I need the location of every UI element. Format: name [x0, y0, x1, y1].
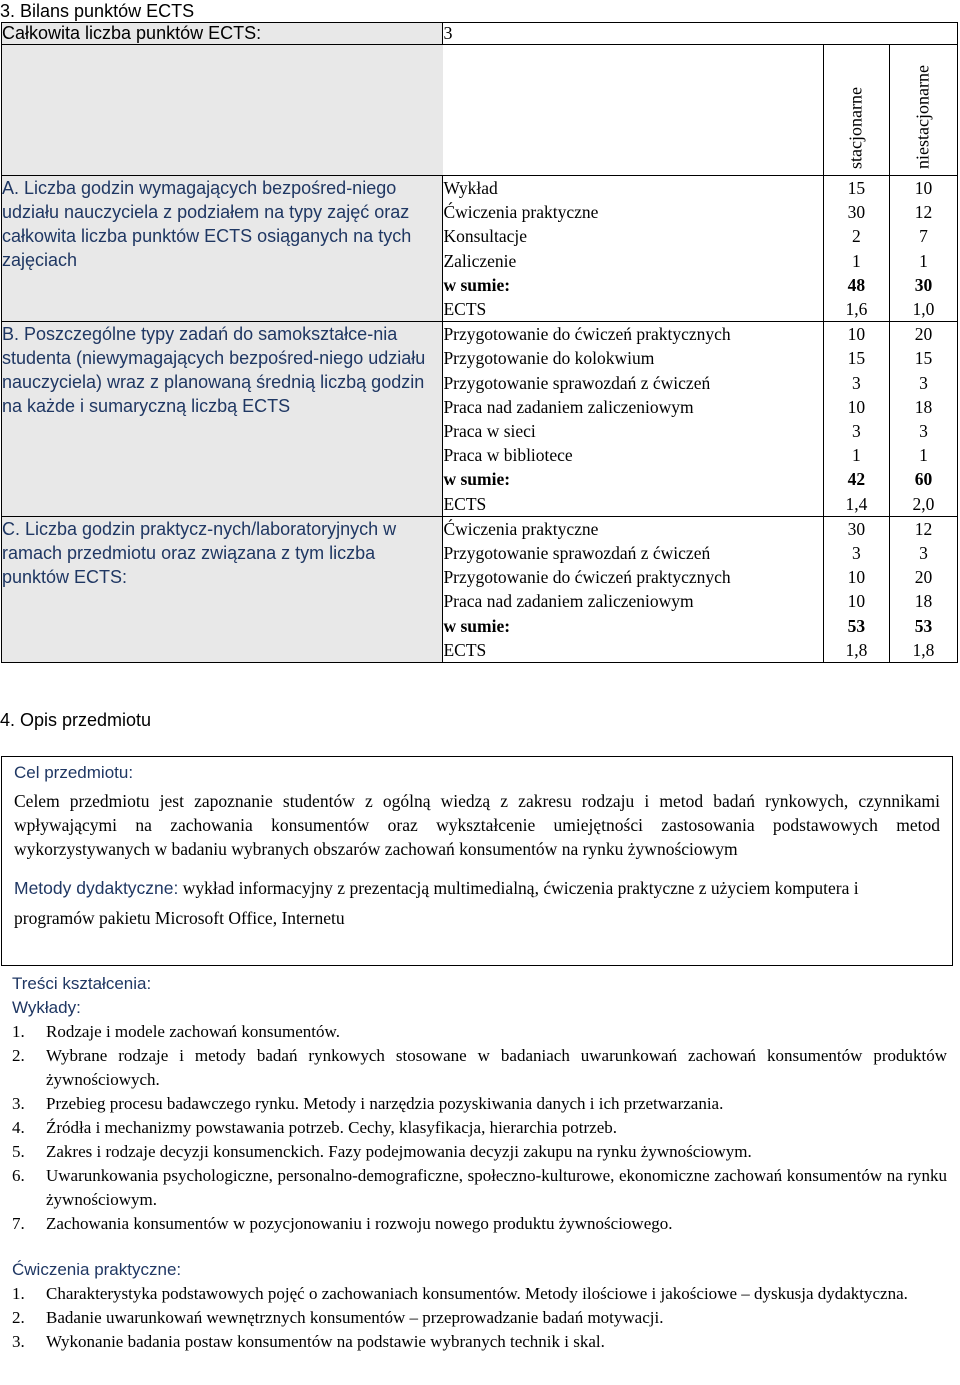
- item-number: 4.: [12, 1118, 25, 1137]
- value-niestacjonarne: 18: [914, 396, 933, 417]
- row-label: Praca nad zadaniem zaliczeniowym: [443, 396, 694, 417]
- row-label: Przygotowanie sprawozdań z ćwiczeń: [443, 372, 711, 393]
- item-number: 5.: [12, 1142, 25, 1161]
- row-label: Zaliczenie: [443, 250, 517, 271]
- row-label: Przygotowanie do ćwiczeń praktycznych: [443, 567, 731, 588]
- value-stacjonarne: 2: [852, 226, 861, 247]
- item-number: 7.: [12, 1214, 25, 1233]
- value-niestacjonarne: 3: [919, 421, 928, 442]
- list-item: [12, 1306, 947, 1330]
- value-niestacjonarne: 60: [914, 469, 933, 490]
- col-header-niestacjonarne: niestacjonarne: [889, 45, 957, 176]
- lectures-list: [12, 1020, 947, 1236]
- item-text: Zakres i rodzaje decyzji konsumenckich. Fazy podejmowania decyzji zakupu na rynku żywnościowym.: [46, 1142, 752, 1161]
- value-niestacjonarne: 2,0: [912, 493, 935, 514]
- item-text: Badanie uwarunkowań wewnętrznych konsumentów – przeprowadzanie badań motywacji.: [46, 1308, 664, 1327]
- item-text: Wykonanie badania postaw konsumentów na podstawie wybranych technik i skal.: [46, 1332, 605, 1351]
- value-stacjonarne: 53: [847, 615, 866, 636]
- value-niestacjonarne: 1,0: [912, 299, 935, 320]
- value-stacjonarne: 10: [847, 567, 866, 588]
- value-stacjonarne: 48: [847, 274, 866, 295]
- value-niestacjonarne: 12: [914, 202, 933, 223]
- methods-text: wykład informacyjny z prezentacją multimedialną, ćwiczenia praktyczne z użyciem komputera i programów pakietu Microsoft Office, Internetu: [14, 878, 859, 928]
- list-item: [12, 1044, 947, 1092]
- section-3-title: 3. Bilans punktów ECTS: [0, 1, 195, 21]
- block-a-niestacjonarne: [889, 176, 957, 322]
- block-c-items: [443, 516, 823, 662]
- value-niestacjonarne: 1,8: [912, 639, 935, 660]
- course-content: [12, 972, 947, 1354]
- item-text: Źródła i mechanizmy powstawania potrzeb. Cechy, klasyfikacja, hierarchia potrzeb.: [46, 1118, 617, 1137]
- block-a-label: A. Liczba godzin wymagających bezpośred-niego udziału nauczyciela z podziałem na typy zajęć oraz całkowita liczba punktów ECTS osiąganych na tych zajęciach: [2, 176, 443, 322]
- value-niestacjonarne: 53: [914, 615, 933, 636]
- value-niestacjonarne: 30: [914, 274, 933, 295]
- header-blank: [2, 45, 443, 176]
- block-a: [2, 176, 958, 322]
- block-b-label: B. Poszczególne typy zadań do samokształce-nia studenta (niewymagających bezpośred-niego udziału nauczyciela) wraz z planowaną średnią liczbą godzin na każde i sumaryczną liczbą ECTS: [2, 322, 443, 517]
- goal-label: Cel przedmiotu:: [14, 763, 134, 782]
- methods: [14, 873, 940, 933]
- header-row: [2, 45, 958, 176]
- list-item: [12, 1212, 947, 1236]
- item-text: Przebieg procesu badawczego rynku. Metody i narzędzia pozyskiwania danych i ich przetwarzania.: [46, 1094, 724, 1113]
- value-stacjonarne: 30: [847, 202, 866, 223]
- value-niestacjonarne: 3: [919, 543, 928, 564]
- list-item: [12, 1020, 947, 1044]
- block-b-items: [443, 322, 823, 517]
- row-label: Wykład: [443, 178, 498, 198]
- value-stacjonarne: 1,4: [845, 493, 868, 514]
- block-b-niestacjonarne: [889, 322, 957, 517]
- block-c-niestacjonarne: [889, 516, 957, 662]
- row-label: ECTS: [443, 639, 487, 660]
- value-stacjonarne: 3: [852, 421, 861, 442]
- value-niestacjonarne: 18: [914, 591, 933, 612]
- row-label: Praca w bibliotece: [443, 445, 573, 466]
- value-stacjonarne: 1,8: [845, 639, 868, 660]
- block-b: [2, 322, 958, 517]
- item-number: 3.: [12, 1332, 25, 1351]
- row-label: Ćwiczenia praktyczne: [443, 202, 599, 223]
- item-number: 3.: [12, 1094, 25, 1113]
- value-niestacjonarne: 12: [914, 518, 933, 539]
- value-stacjonarne: 10: [847, 324, 866, 345]
- row-label: w sumie:: [443, 469, 511, 490]
- total-label: Całkowita liczba punktów ECTS:: [2, 23, 443, 45]
- block-c-stacjonarne: [823, 516, 889, 662]
- list-item: [12, 1092, 947, 1116]
- block-c: [2, 516, 958, 662]
- total-row: [2, 23, 958, 45]
- section-4-title: 4. Opis przedmiotu: [0, 710, 152, 730]
- row-label: Ćwiczenia praktyczne: [443, 518, 599, 539]
- value-stacjonarne: 3: [852, 543, 861, 564]
- exercises-label: Ćwiczenia praktyczne:: [12, 1260, 182, 1279]
- value-niestacjonarne: 7: [919, 226, 928, 247]
- list-item: [12, 1330, 947, 1354]
- value-stacjonarne: 15: [847, 178, 866, 198]
- value-stacjonarne: 1,6: [845, 299, 868, 320]
- goal-text: Celem przedmiotu jest zapoznanie studentów z ogólną wiedzą z zakresu rodzaju i metod badań rynkowych, czynnikami wpływającymi na zachowania konsumentów oraz wykształcenie umiejętności zastosowania podstawowych metod wykorzystywanych w badaniu wybranych obszarów zachowań konsumentów na rynku żywnościowym: [14, 791, 940, 859]
- lectures-label: Wykłady:: [12, 998, 81, 1017]
- item-number: 6.: [12, 1166, 25, 1185]
- value-niestacjonarne: 20: [914, 567, 933, 588]
- course-description-box: [1, 756, 953, 966]
- value-stacjonarne: 42: [847, 469, 866, 490]
- value-niestacjonarne: 15: [914, 348, 933, 369]
- row-label: ECTS: [443, 493, 487, 514]
- value-niestacjonarne: 1: [919, 445, 928, 466]
- value-stacjonarne: 1: [852, 250, 861, 271]
- value-stacjonarne: 30: [847, 518, 866, 539]
- list-item: [12, 1116, 947, 1140]
- block-a-stacjonarne: [823, 176, 889, 322]
- ects-balance-table: [1, 22, 958, 663]
- row-label: Konsultacje: [443, 226, 528, 247]
- content-label: Treści kształcenia:: [12, 974, 152, 993]
- block-b-stacjonarne: [823, 322, 889, 517]
- total-spacer: [823, 23, 889, 45]
- list-item: [12, 1140, 947, 1164]
- value-niestacjonarne: 10: [914, 178, 933, 198]
- value-niestacjonarne: 3: [919, 372, 928, 393]
- item-number: 2.: [12, 1308, 25, 1327]
- list-item: [12, 1282, 947, 1306]
- row-label: w sumie:: [443, 274, 511, 295]
- row-label: Przygotowanie do ćwiczeń praktycznych: [443, 324, 731, 345]
- col-header-stacjonarne: stacjonarne: [823, 45, 889, 176]
- row-label: Przygotowanie sprawozdań z ćwiczeń: [443, 543, 711, 564]
- item-text: Uwarunkowania psychologiczne, personalno-demograficzne, społeczno-kulturowe, ekonomiczne zachowań konsumentów na rynku żywnościowym.: [46, 1166, 947, 1209]
- value-niestacjonarne: 20: [914, 324, 933, 345]
- row-label: w sumie:: [443, 615, 511, 636]
- value-stacjonarne: 15: [847, 348, 866, 369]
- row-label: Praca nad zadaniem zaliczeniowym: [443, 591, 694, 612]
- block-c-label: C. Liczba godzin praktycz-nych/laboratoryjnych w ramach przedmiotu oraz związana z tym liczba punktów ECTS:: [2, 516, 443, 662]
- item-text: Rodzaje i modele zachowań konsumentów.: [46, 1022, 340, 1041]
- item-number: 1.: [12, 1284, 25, 1303]
- value-stacjonarne: 10: [847, 396, 866, 417]
- total-spacer-2: [889, 23, 957, 45]
- value-niestacjonarne: 1: [919, 250, 928, 271]
- item-text: Wybrane rodzaje i metody badań rynkowych stosowane w badaniach uwarunkowań zachowań konsumentów produktów żywnościowych.: [46, 1046, 947, 1089]
- exercises-list: [12, 1282, 947, 1354]
- methods-label: Metody dydaktyczne:: [14, 878, 179, 898]
- value-stacjonarne: 1: [852, 445, 861, 466]
- item-number: 2.: [12, 1046, 25, 1065]
- row-label: Przygotowanie do kolokwium: [443, 348, 655, 369]
- item-number: 1.: [12, 1022, 25, 1041]
- value-stacjonarne: 3: [852, 372, 861, 393]
- item-text: Charakterystyka podstawowych pojęć o zachowaniach konsumentów. Metody ilościowe i jakościowe – dyskusja dydaktyczna.: [46, 1284, 908, 1303]
- header-blank-2: [443, 45, 823, 176]
- total-value: 3: [443, 23, 823, 45]
- value-stacjonarne: 10: [847, 591, 866, 612]
- block-a-items: [443, 176, 823, 322]
- list-item: [12, 1164, 947, 1212]
- row-label: Praca w sieci: [443, 421, 536, 442]
- row-label: ECTS: [443, 299, 487, 320]
- item-text: Zachowania konsumentów w pozycjonowaniu i rozwoju nowego produktu żywnościowego.: [46, 1214, 673, 1233]
